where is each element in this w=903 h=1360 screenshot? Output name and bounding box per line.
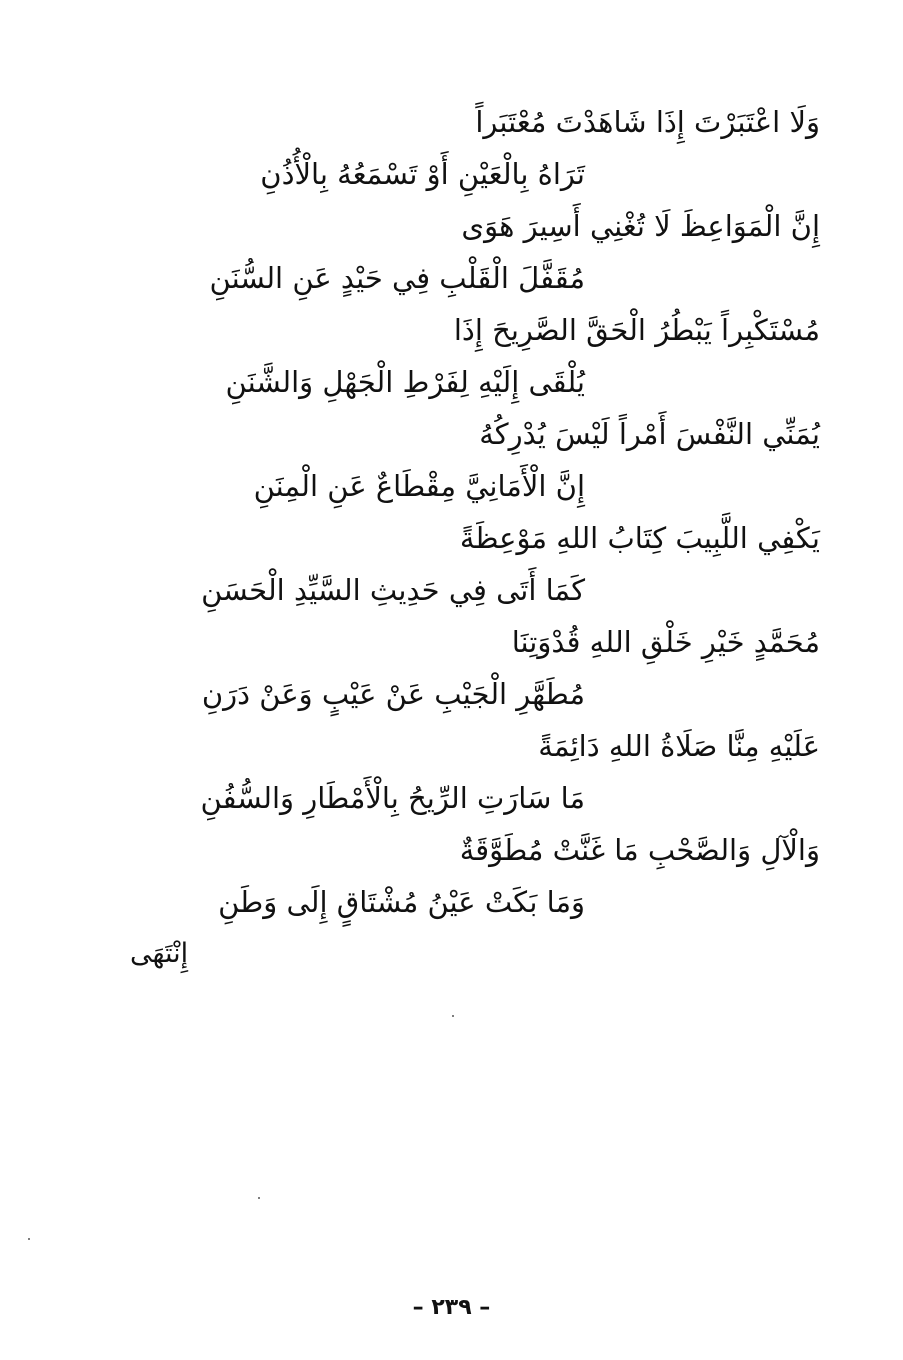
poem-block <box>130 96 820 980</box>
poem-ending: إِنْتَهَى <box>130 938 189 969</box>
verse-line-15: وَالْآلِ وَالصَّحْبِ مَا غَنَّتْ مُطَوَّقَةٌ <box>459 833 820 867</box>
verse-line-10: كَمَا أَتَى فِي حَدِيثِ السَّيِّدِ الْحَسَنِ <box>201 573 585 607</box>
verse-line-12: مُطَهَّرِ الْجَيْبِ عَنْ عَيْبٍ وَعَنْ دَرَنِ <box>201 677 585 711</box>
verse-line-1: وَلَا اعْتَبَرْتَ إِذَا شَاهَدْتَ مُعْتَبَراً <box>475 105 820 139</box>
verse-line-14: مَا سَارَتِ الرِّيحُ بِالْأَمْطَارِ وَالسُّفُنِ <box>200 781 585 815</box>
verse-line-7: يُمَنِّي النَّفْسَ أَمْراً لَيْسَ يُدْرِكُهُ <box>479 417 820 451</box>
verse-line-13: عَلَيْهِ مِنَّا صَلَاةُ اللهِ دَائِمَةً <box>538 729 820 763</box>
verse-line-16: وَمَا بَكَتْ عَيْنُ مُشْتَاقٍ إِلَى وَطَنِ <box>218 885 585 919</box>
verse-line-6: يُلْقَى إِلَيْهِ لِفَرْطِ الْجَهْلِ وَالشَّنَنِ <box>225 365 585 399</box>
scan-speck <box>258 1197 260 1199</box>
verse-line-8: إِنَّ الْأَمَانِيَّ مِقْطَاعٌ عَنِ الْمِنَنِ <box>253 469 585 503</box>
verse-line-9: يَكْفِي اللَّبِيبَ كِتَابُ اللهِ مَوْعِظَةً <box>459 521 820 555</box>
page-number: – ٢٣٩ – <box>412 1295 491 1320</box>
verse-line-11: مُحَمَّدٍ خَيْرِ خَلْقِ اللهِ قُدْوَتِنَا <box>511 625 820 659</box>
verse-line-2: تَرَاهُ بِالْعَيْنِ أَوْ تَسْمَعُهُ بِالْأُذُنِ <box>260 157 585 191</box>
verse-line-4: مُقَفَّلَ الْقَلْبِ فِي حَيْدٍ عَنِ السُّنَنِ <box>209 261 585 295</box>
scan-speck <box>452 1015 454 1017</box>
verse-line-5: مُسْتَكْبِراً يَبْطُرُ الْحَقَّ الصَّرِيحَ إِذَا <box>453 313 820 347</box>
verse-line-3: إِنَّ الْمَوَاعِظَ لَا تُغْنِي أَسِيرَ هَوَى <box>461 209 820 243</box>
scan-speck <box>28 1238 30 1240</box>
